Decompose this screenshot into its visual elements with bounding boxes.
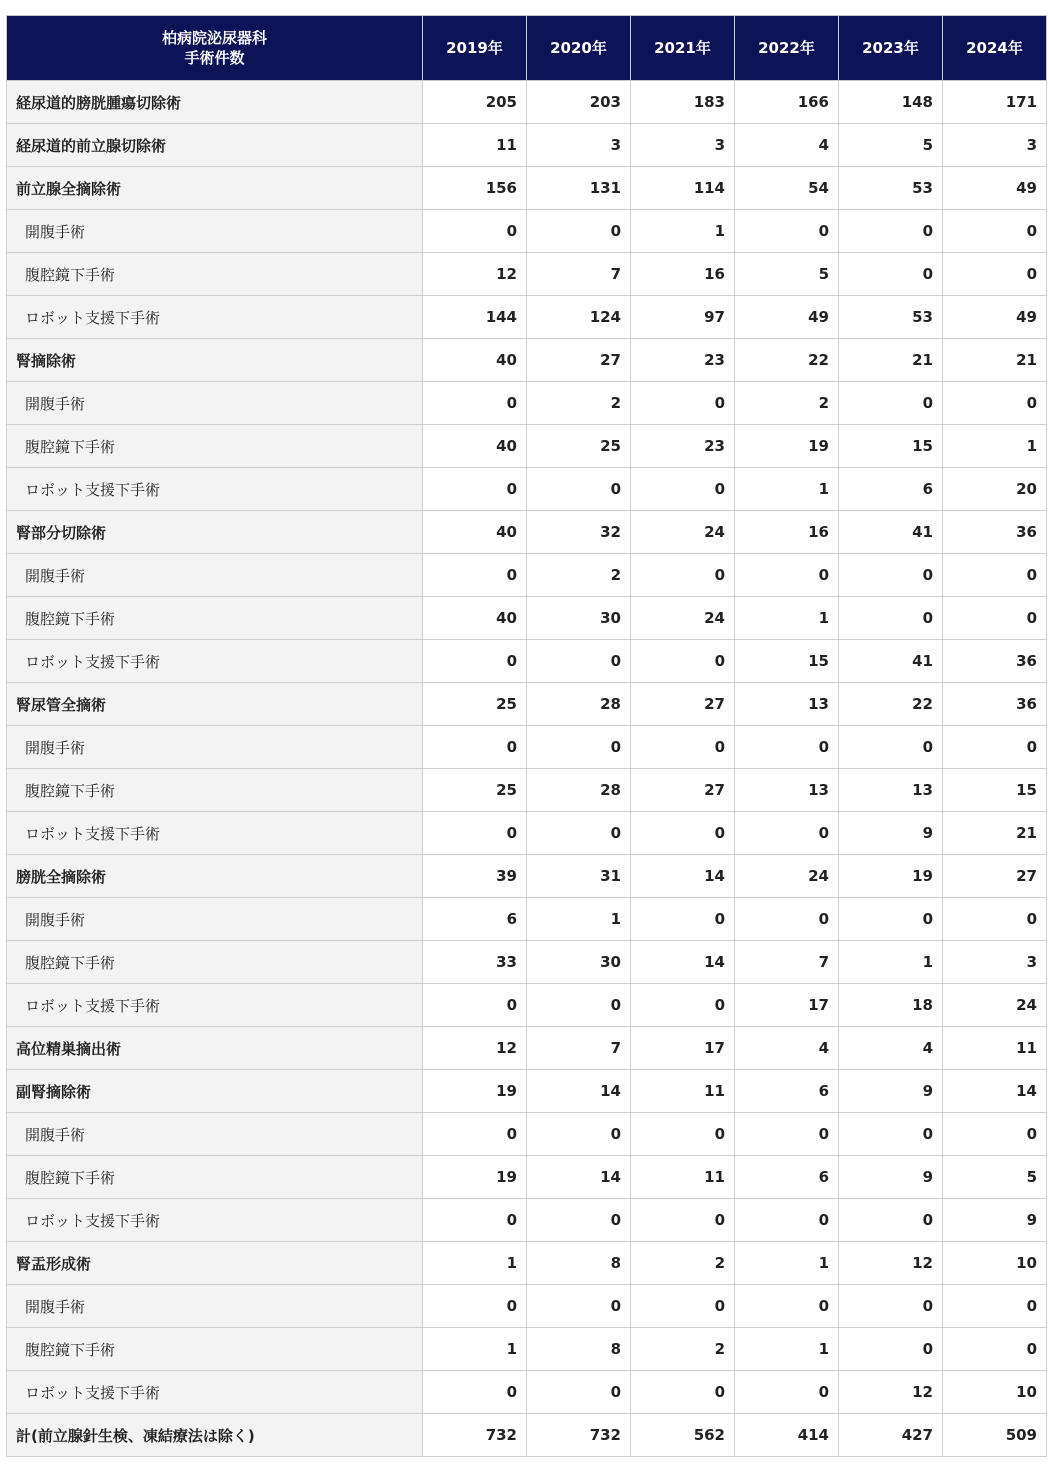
count-cell: 166 (735, 81, 839, 124)
count-cell: 16 (631, 253, 735, 296)
count-cell: 27 (631, 683, 735, 726)
count-cell: 0 (423, 1113, 527, 1156)
count-cell: 0 (943, 1285, 1047, 1328)
count-cell: 12 (839, 1242, 943, 1285)
count-cell: 53 (839, 296, 943, 339)
count-cell: 0 (631, 1285, 735, 1328)
count-cell: 0 (735, 210, 839, 253)
count-cell: 0 (631, 1113, 735, 1156)
count-cell: 12 (839, 1371, 943, 1414)
count-cell: 15 (735, 640, 839, 683)
subprocedure-label: 腹腔鏡下手術 (7, 597, 423, 640)
count-cell: 30 (527, 597, 631, 640)
count-cell: 49 (735, 296, 839, 339)
count-cell: 41 (839, 511, 943, 554)
count-cell: 14 (631, 941, 735, 984)
subprocedure-label: 開腹手術 (7, 382, 423, 425)
table-row (7, 124, 1047, 167)
count-cell: 14 (527, 1070, 631, 1113)
table-body (7, 81, 1047, 1457)
count-cell: 0 (839, 554, 943, 597)
count-cell: 3 (943, 124, 1047, 167)
subprocedure-label: 腹腔鏡下手術 (7, 1156, 423, 1199)
count-cell: 0 (423, 210, 527, 253)
table-row (7, 339, 1047, 382)
count-cell: 3 (631, 124, 735, 167)
count-cell: 12 (423, 253, 527, 296)
table-header (7, 16, 1047, 81)
count-cell: 0 (735, 726, 839, 769)
table-subrow (7, 468, 1047, 511)
subprocedure-label: 腹腔鏡下手術 (7, 425, 423, 468)
count-cell: 0 (631, 1199, 735, 1242)
count-cell: 36 (943, 640, 1047, 683)
table-subrow (7, 1156, 1047, 1199)
count-cell: 0 (423, 726, 527, 769)
count-cell: 24 (631, 511, 735, 554)
table-row (7, 81, 1047, 124)
count-cell: 1 (735, 1328, 839, 1371)
count-cell: 24 (631, 597, 735, 640)
count-cell: 40 (423, 339, 527, 382)
count-cell: 19 (423, 1070, 527, 1113)
count-cell: 9 (839, 1070, 943, 1113)
table-subrow (7, 640, 1047, 683)
count-cell: 7 (735, 941, 839, 984)
count-cell: 27 (631, 769, 735, 812)
count-cell: 11 (631, 1070, 735, 1113)
count-cell: 427 (839, 1414, 943, 1457)
count-cell: 0 (527, 1285, 631, 1328)
count-cell: 124 (527, 296, 631, 339)
count-cell: 3 (527, 124, 631, 167)
count-cell: 0 (839, 1199, 943, 1242)
count-cell: 18 (839, 984, 943, 1027)
count-cell: 1 (527, 898, 631, 941)
subprocedure-label: ロボット支援下手術 (7, 812, 423, 855)
count-cell: 0 (527, 1371, 631, 1414)
count-cell: 6 (423, 898, 527, 941)
count-cell: 0 (839, 1113, 943, 1156)
table-subrow (7, 253, 1047, 296)
count-cell: 1 (735, 597, 839, 640)
count-cell: 14 (527, 1156, 631, 1199)
table-subrow (7, 1113, 1047, 1156)
count-cell: 3 (943, 941, 1047, 984)
table-subrow (7, 941, 1047, 984)
count-cell: 171 (943, 81, 1047, 124)
procedure-label: 経尿道的膀胱腫瘍切除術 (7, 81, 423, 124)
header-year-2022: 2022年 (735, 16, 839, 81)
count-cell: 732 (527, 1414, 631, 1457)
table-subrow (7, 1285, 1047, 1328)
count-cell: 1 (423, 1328, 527, 1371)
count-cell: 0 (735, 554, 839, 597)
count-cell: 0 (527, 468, 631, 511)
subprocedure-label: 開腹手術 (7, 210, 423, 253)
count-cell: 40 (423, 597, 527, 640)
count-cell: 4 (839, 1027, 943, 1070)
count-cell: 5 (735, 253, 839, 296)
count-cell: 9 (839, 812, 943, 855)
count-cell: 39 (423, 855, 527, 898)
header-title-line1: 柏病院泌尿器科 (161, 29, 267, 47)
count-cell: 21 (943, 339, 1047, 382)
count-cell: 49 (943, 167, 1047, 210)
header-year-2020: 2020年 (527, 16, 631, 81)
count-cell: 0 (631, 984, 735, 1027)
count-cell: 27 (943, 855, 1047, 898)
count-cell: 1 (631, 210, 735, 253)
count-cell: 19 (839, 855, 943, 898)
table-subrow (7, 984, 1047, 1027)
count-cell: 19 (735, 425, 839, 468)
count-cell: 0 (943, 597, 1047, 640)
count-cell: 414 (735, 1414, 839, 1457)
count-cell: 54 (735, 167, 839, 210)
procedure-label: 腎摘除術 (7, 339, 423, 382)
table-subrow (7, 769, 1047, 812)
count-cell: 1 (839, 941, 943, 984)
count-cell: 0 (527, 1113, 631, 1156)
count-cell: 0 (839, 382, 943, 425)
procedure-label: 腎盂形成術 (7, 1242, 423, 1285)
count-cell: 0 (735, 898, 839, 941)
count-cell: 2 (631, 1242, 735, 1285)
count-cell: 10 (943, 1371, 1047, 1414)
count-cell: 0 (839, 253, 943, 296)
subprocedure-label: ロボット支援下手術 (7, 296, 423, 339)
subprocedure-label: 開腹手術 (7, 898, 423, 941)
count-cell: 11 (423, 124, 527, 167)
count-cell: 40 (423, 511, 527, 554)
count-cell: 21 (839, 339, 943, 382)
count-cell: 2 (631, 1328, 735, 1371)
count-cell: 9 (839, 1156, 943, 1199)
count-cell: 25 (423, 769, 527, 812)
count-cell: 0 (735, 1199, 839, 1242)
procedure-label: 腎尿管全摘術 (7, 683, 423, 726)
count-cell: 0 (943, 253, 1047, 296)
count-cell: 13 (735, 683, 839, 726)
count-cell: 11 (631, 1156, 735, 1199)
count-cell: 0 (527, 984, 631, 1027)
count-cell: 131 (527, 167, 631, 210)
count-cell: 0 (527, 640, 631, 683)
count-cell: 0 (631, 382, 735, 425)
count-cell: 0 (631, 812, 735, 855)
count-cell: 0 (423, 382, 527, 425)
count-cell: 10 (943, 1242, 1047, 1285)
count-cell: 0 (735, 1371, 839, 1414)
count-cell: 49 (943, 296, 1047, 339)
table-subrow (7, 425, 1047, 468)
count-cell: 24 (943, 984, 1047, 1027)
count-cell: 732 (423, 1414, 527, 1457)
count-cell: 16 (735, 511, 839, 554)
count-cell: 0 (839, 1285, 943, 1328)
table-subrow (7, 812, 1047, 855)
count-cell: 1 (735, 1242, 839, 1285)
count-cell: 32 (527, 511, 631, 554)
count-cell: 22 (839, 683, 943, 726)
count-cell: 114 (631, 167, 735, 210)
count-cell: 17 (631, 1027, 735, 1070)
count-cell: 0 (735, 1113, 839, 1156)
table-row (7, 511, 1047, 554)
count-cell: 25 (423, 683, 527, 726)
total-row (7, 1414, 1047, 1457)
count-cell: 20 (943, 468, 1047, 511)
table-subrow (7, 898, 1047, 941)
count-cell: 0 (839, 210, 943, 253)
count-cell: 0 (423, 1285, 527, 1328)
count-cell: 0 (631, 640, 735, 683)
count-cell: 0 (423, 554, 527, 597)
header-row (7, 16, 1047, 81)
count-cell: 0 (423, 1199, 527, 1242)
count-cell: 2 (527, 554, 631, 597)
count-cell: 13 (735, 769, 839, 812)
subprocedure-label: 開腹手術 (7, 1285, 423, 1328)
table-subrow (7, 1328, 1047, 1371)
count-cell: 144 (423, 296, 527, 339)
count-cell: 23 (631, 339, 735, 382)
table-row (7, 683, 1047, 726)
count-cell: 0 (423, 468, 527, 511)
table-subrow (7, 296, 1047, 339)
procedure-label: 副腎摘除術 (7, 1070, 423, 1113)
header-label-cell (7, 16, 423, 81)
header-title-line2: 手術件数 (184, 49, 245, 67)
count-cell: 19 (423, 1156, 527, 1199)
table-row (7, 1070, 1047, 1113)
count-cell: 22 (735, 339, 839, 382)
count-cell: 5 (943, 1156, 1047, 1199)
total-label: 計(前立腺針生検、凍結療法は除く) (7, 1414, 423, 1457)
count-cell: 6 (735, 1070, 839, 1113)
count-cell: 24 (735, 855, 839, 898)
count-cell: 6 (735, 1156, 839, 1199)
count-cell: 156 (423, 167, 527, 210)
count-cell: 0 (943, 898, 1047, 941)
count-cell: 0 (527, 1199, 631, 1242)
count-cell: 0 (839, 1328, 943, 1371)
count-cell: 1 (423, 1242, 527, 1285)
count-cell: 33 (423, 941, 527, 984)
count-cell: 17 (735, 984, 839, 1027)
subprocedure-label: ロボット支援下手術 (7, 640, 423, 683)
header-year-2024: 2024年 (943, 16, 1047, 81)
count-cell: 0 (943, 382, 1047, 425)
count-cell: 0 (527, 726, 631, 769)
subprocedure-label: ロボット支援下手術 (7, 984, 423, 1027)
count-cell: 13 (839, 769, 943, 812)
count-cell: 0 (527, 210, 631, 253)
count-cell: 14 (943, 1070, 1047, 1113)
count-cell: 0 (943, 1113, 1047, 1156)
header-year-2019: 2019年 (423, 16, 527, 81)
table-subrow (7, 597, 1047, 640)
count-cell: 0 (839, 898, 943, 941)
count-cell: 8 (527, 1242, 631, 1285)
table-row (7, 855, 1047, 898)
count-cell: 0 (943, 554, 1047, 597)
subprocedure-label: 開腹手術 (7, 1113, 423, 1156)
subprocedure-label: ロボット支援下手術 (7, 1371, 423, 1414)
table-subrow (7, 726, 1047, 769)
count-cell: 36 (943, 511, 1047, 554)
table-subrow (7, 554, 1047, 597)
table-subrow (7, 1199, 1047, 1242)
count-cell: 0 (943, 210, 1047, 253)
count-cell: 0 (423, 984, 527, 1027)
count-cell: 27 (527, 339, 631, 382)
subprocedure-label: ロボット支援下手術 (7, 468, 423, 511)
subprocedure-label: 開腹手術 (7, 554, 423, 597)
count-cell: 0 (631, 1371, 735, 1414)
count-cell: 0 (839, 597, 943, 640)
count-cell: 28 (527, 769, 631, 812)
subprocedure-label: 腹腔鏡下手術 (7, 941, 423, 984)
procedure-label: 腎部分切除術 (7, 511, 423, 554)
count-cell: 40 (423, 425, 527, 468)
count-cell: 2 (735, 382, 839, 425)
count-cell: 36 (943, 683, 1047, 726)
subprocedure-label: 開腹手術 (7, 726, 423, 769)
surgery-count-table (6, 15, 1047, 1457)
count-cell: 0 (943, 1328, 1047, 1371)
table-row (7, 1242, 1047, 1285)
table-subrow (7, 210, 1047, 253)
count-cell: 562 (631, 1414, 735, 1457)
count-cell: 0 (631, 898, 735, 941)
count-cell: 15 (839, 425, 943, 468)
count-cell: 4 (735, 1027, 839, 1070)
procedure-label: 経尿道的前立腺切除術 (7, 124, 423, 167)
count-cell: 509 (943, 1414, 1047, 1457)
count-cell: 0 (735, 1285, 839, 1328)
count-cell: 5 (839, 124, 943, 167)
count-cell: 4 (735, 124, 839, 167)
count-cell: 0 (735, 812, 839, 855)
count-cell: 25 (527, 425, 631, 468)
procedure-label: 膀胱全摘除術 (7, 855, 423, 898)
procedure-label: 高位精巣摘出術 (7, 1027, 423, 1070)
count-cell: 28 (527, 683, 631, 726)
header-year-2023: 2023年 (839, 16, 943, 81)
subprocedure-label: ロボット支援下手術 (7, 1199, 423, 1242)
count-cell: 7 (527, 253, 631, 296)
count-cell: 203 (527, 81, 631, 124)
subprocedure-label: 腹腔鏡下手術 (7, 769, 423, 812)
count-cell: 23 (631, 425, 735, 468)
count-cell: 205 (423, 81, 527, 124)
subprocedure-label: 腹腔鏡下手術 (7, 253, 423, 296)
subprocedure-label: 腹腔鏡下手術 (7, 1328, 423, 1371)
table-subrow (7, 1371, 1047, 1414)
count-cell: 31 (527, 855, 631, 898)
count-cell: 8 (527, 1328, 631, 1371)
table-row (7, 1027, 1047, 1070)
count-cell: 0 (527, 812, 631, 855)
count-cell: 30 (527, 941, 631, 984)
count-cell: 0 (631, 554, 735, 597)
count-cell: 0 (631, 468, 735, 511)
count-cell: 41 (839, 640, 943, 683)
count-cell: 97 (631, 296, 735, 339)
count-cell: 15 (943, 769, 1047, 812)
count-cell: 148 (839, 81, 943, 124)
count-cell: 14 (631, 855, 735, 898)
count-cell: 11 (943, 1027, 1047, 1070)
count-cell: 0 (839, 726, 943, 769)
header-year-2021: 2021年 (631, 16, 735, 81)
count-cell: 9 (943, 1199, 1047, 1242)
count-cell: 1 (943, 425, 1047, 468)
count-cell: 21 (943, 812, 1047, 855)
count-cell: 0 (423, 640, 527, 683)
count-cell: 53 (839, 167, 943, 210)
count-cell: 0 (423, 1371, 527, 1414)
count-cell: 6 (839, 468, 943, 511)
procedure-label: 前立腺全摘除術 (7, 167, 423, 210)
count-cell: 0 (423, 812, 527, 855)
count-cell: 2 (527, 382, 631, 425)
count-cell: 183 (631, 81, 735, 124)
count-cell: 12 (423, 1027, 527, 1070)
count-cell: 0 (943, 726, 1047, 769)
count-cell: 7 (527, 1027, 631, 1070)
table-row (7, 167, 1047, 210)
table-subrow (7, 382, 1047, 425)
count-cell: 0 (631, 726, 735, 769)
count-cell: 1 (735, 468, 839, 511)
